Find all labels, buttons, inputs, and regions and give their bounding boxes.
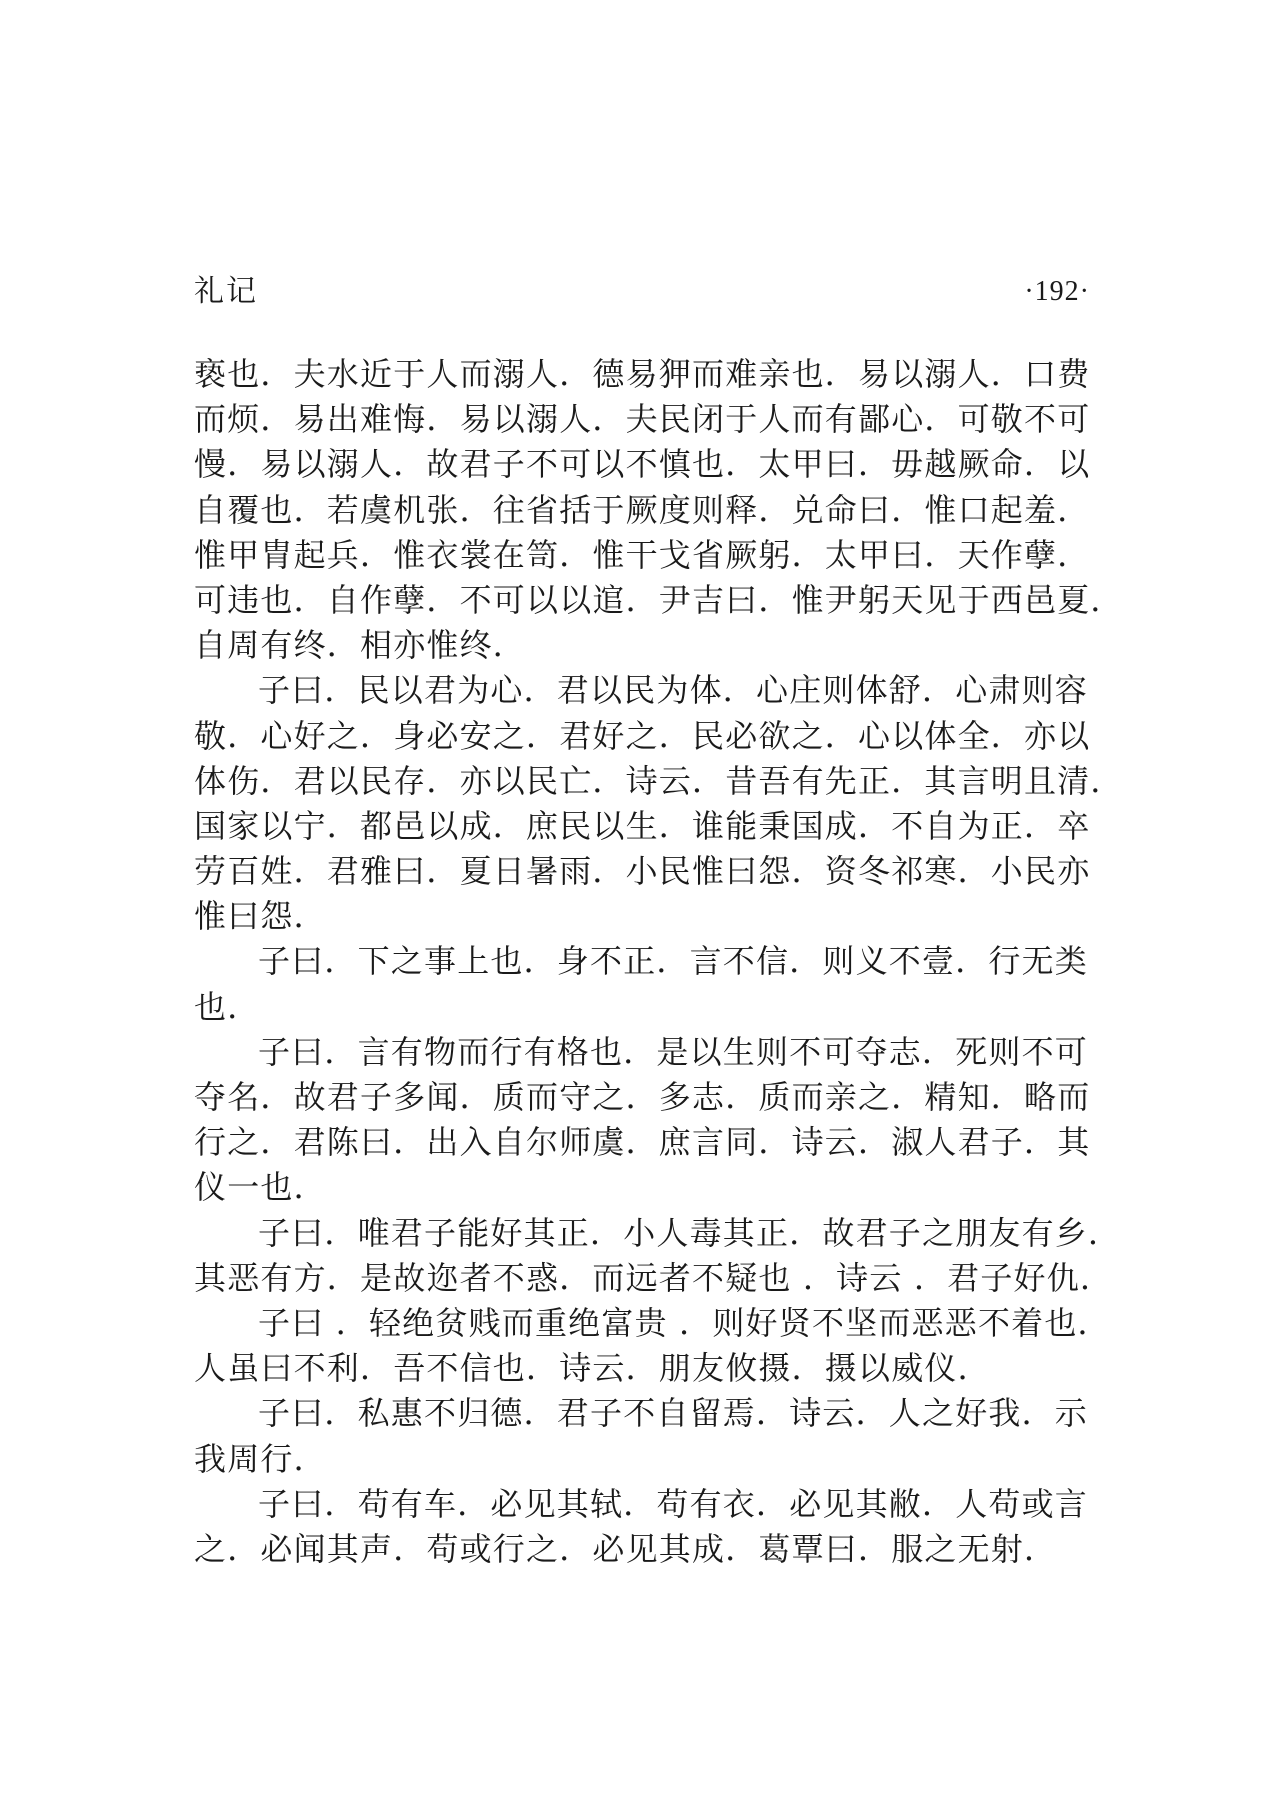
text-line: 子曰．苟有车．必见其轼．苟有衣．必见其敝．人苟或言 bbox=[258, 1484, 1089, 1523]
text-line: 子曰．言有物而行有格也．是以生则不可夺志．死则不可 bbox=[258, 1032, 1089, 1071]
text-line: 我周行． bbox=[194, 1439, 327, 1478]
text-line: 子曰．唯君子能好其正．小人毒其正．故君子之朋友有乡． bbox=[258, 1213, 1122, 1252]
text-line: 也． bbox=[194, 987, 261, 1026]
text-line: 子曰．下之事上也．身不正．言不信．则义不壹．行无类 bbox=[258, 942, 1089, 981]
text-line: 自覆也．若虞机张．往省括于厥度则释．兑命曰．惟口起羞． bbox=[194, 490, 1091, 529]
text-line: 子曰．民以君为心．君以民为体．心庄则体舒．心肃则容 bbox=[258, 671, 1089, 710]
text-line: 惟曰怨． bbox=[194, 897, 327, 936]
text-line: 行之．君陈曰．出入自尔师虞．庶言同．诗云．淑人君子．其 bbox=[194, 1123, 1091, 1162]
page-number: ·192· bbox=[1024, 276, 1090, 307]
text-line: 体伤．君以民存．亦以民亡．诗云．昔吾有先正．其言明且清． bbox=[194, 761, 1124, 800]
book-title: 礼记 bbox=[194, 274, 258, 309]
text-line: 劳百姓．君雅曰．夏日暑雨．小民惟曰怨．资冬祁寒．小民亦 bbox=[194, 852, 1091, 891]
page-header bbox=[194, 270, 1090, 314]
text-line: 惟甲胄起兵．惟衣裳在笥．惟干戈省厥躬．太甲曰．天作孽． bbox=[194, 535, 1091, 574]
text-line: 子曰 ．轻绝贫贱而重绝富贵 ．则好贤不坚而恶恶不着也． bbox=[258, 1303, 1111, 1342]
text-line: 而烦．易出难悔．易以溺人．夫民闭于人而有鄙心．可敬不可 bbox=[194, 400, 1091, 439]
text-line: 夺名．故君子多闻．质而守之．多志．质而亲之．精知．略而 bbox=[194, 1078, 1091, 1116]
text-line: 自周有终．相亦惟终． bbox=[194, 626, 527, 665]
text-line: 子曰．私惠不归德．君子不自留焉．诗云．人之好我．示 bbox=[258, 1394, 1089, 1433]
text-line: 慢．易以溺人．故君子不可以不慎也．太甲曰．毋越厥命．以 bbox=[194, 445, 1091, 484]
text-line: 之．必闻其声．苟或行之．必见其成．葛覃曰．服之无射． bbox=[194, 1529, 1058, 1568]
text-line: 人虽曰不利．吾不信也．诗云．朋友攸摄．摄以威仪． bbox=[194, 1349, 991, 1388]
text-line: 国家以宁．都邑以成．庶民以生．谁能秉国成．不自为正．卒 bbox=[194, 806, 1091, 845]
text-line: 仪一也． bbox=[194, 1168, 327, 1207]
text-line: 其恶有方．是故迩者不惑．而远者不疑也 ．诗云 ．君子好仇． bbox=[194, 1258, 1114, 1297]
text-line: 可违也．自作孽．不可以以逭．尹吉曰．惟尹躬天见于西邑夏． bbox=[194, 580, 1124, 619]
text-line: 亵也．夫水近于人而溺人．德易狎而难亲也．易以溺人．口费 bbox=[194, 355, 1091, 393]
page-body bbox=[194, 352, 1124, 1572]
text-line: 敬．心好之．身必安之．君好之．民必欲之．心以体全．亦以 bbox=[194, 716, 1091, 755]
